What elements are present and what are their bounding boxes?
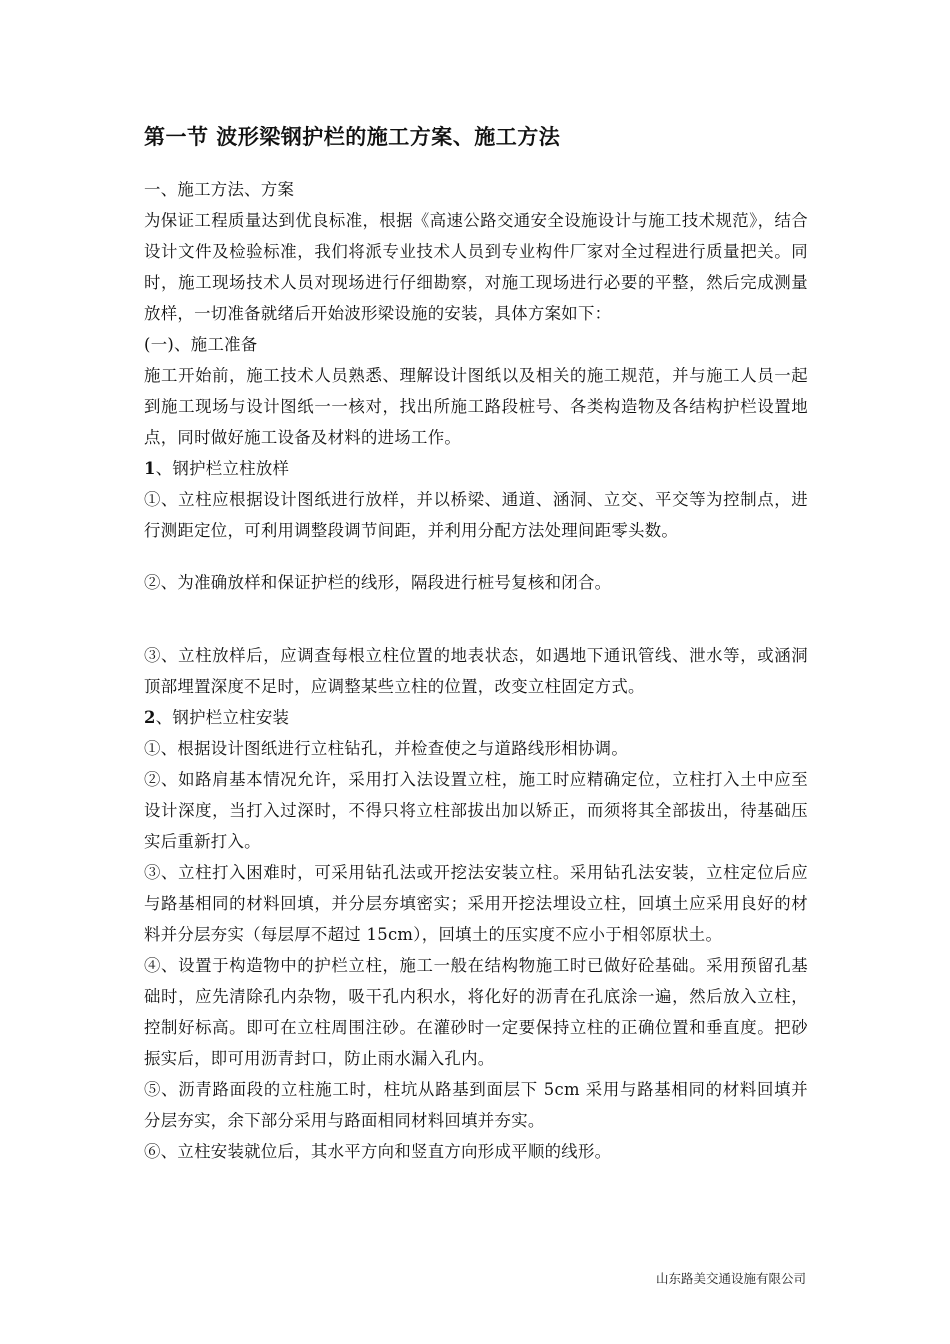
paragraph-post-install-1: ①、根据设计图纸进行立柱钻孔，并检查使之与道路线形相协调。: [144, 739, 629, 758]
heading-number: 1: [144, 459, 156, 478]
paragraph-post-install-3: ③、立柱打入困难时，可采用钻孔法或开挖法安装立柱。采用钻孔法安装，立柱定位后应与路基相同的材料回填，并分层夯填密实；采用开挖法埋设立柱，回填土应采用良好的材料并分层夯实（每层厚不超过 15cm），回填土的压实度不应小于相邻原状土。: [144, 863, 808, 944]
heading-construction-method: 一、施工方法、方案: [144, 180, 295, 199]
paragraph-post-layout-3: ③、立柱放样后，应调查每根立柱位置的地表状态，如遇地下通讯管线、泄水等，或涵洞顶部埋置深度不足时，应调整某些立柱的位置，改变立柱固定方式。: [144, 646, 808, 696]
spacer: [144, 598, 808, 640]
paragraph-post-install-4: ④、设置于构造物中的护栏立柱，施工一般在结构物施工时已做好砼基础。采用预留孔基础时，应先清除孔内杂物，吸干孔内积水，将化好的沥青在孔底涂一遍，然后放入立柱，控制好标高。即可在立柱周围注砂。在灌砂时一定要保持立柱的正确位置和垂直度。把砂振实后，即可用沥青封口，防止雨水漏入孔内。: [144, 956, 808, 1068]
heading-post-layout: [144, 453, 808, 484]
spacer: [144, 546, 808, 567]
paragraph-intro: 为保证工程质量达到优良标准，根据《高速公路交通安全设施设计与施工技术规范》，结合设计文件及检验标准，我们将派专业技术人员到专业构件厂家对全过程进行质量把关。同时，施工现场技术人员对现场进行仔细勘察，对施工现场进行必要的平整，然后完成测量放样，一切准备就绪后开始波形梁设施的安装，具体方案如下：: [144, 211, 808, 323]
paragraph-post-layout-1: ①、立柱应根据设计图纸进行放样，并以桥梁、通道、涵洞、立交、平交等为控制点，进行测距定位，可利用调整段调节间距，并利用分配方法处理间距零头数。: [144, 490, 808, 540]
paragraph-preparation: 施工开始前，施工技术人员熟悉、理解设计图纸以及相关的施工规范，并与施工人员一起到施工现场与设计图纸一一核对，找出所施工路段桩号、各类构造物及各结构护栏设置地点，同时做好施工设备及材料的进场工作。: [144, 366, 808, 447]
heading-text: 、钢护栏立柱放样: [155, 459, 290, 478]
heading-text: 、钢护栏立柱安装: [155, 708, 290, 727]
heading-number: 2: [144, 708, 156, 727]
heading-preparation: (一)、施工准备: [144, 335, 258, 354]
document-body: [144, 118, 808, 1167]
heading-post-install: [144, 702, 808, 733]
paragraph-post-install-2: ②、如路肩基本情况允许，采用打入法设置立柱，施工时应精确定位，立柱打入土中应至设计深度，当打入过深时，不得只将立柱部拔出加以矫正，而须将其全部拔出，待基础压实后重新打入。: [144, 770, 808, 851]
paragraph-post-layout-2: ②、为准确放样和保证护栏的线形，隔段进行桩号复核和闭合。: [144, 573, 612, 592]
footer-company-name: 山东路美交通设施有限公司: [655, 1271, 806, 1286]
paragraph-post-install-5: ⑤、沥青路面段的立柱施工时，柱坑从路基到面层下 5cm 采用与路基相同的材料回填并分层夯实，余下部分采用与路面相同材料回填并夯实。: [144, 1080, 808, 1130]
section-title: 第一节 波形梁钢护栏的施工方案、施工方法: [144, 125, 561, 149]
paragraph-post-install-6: ⑥、立柱安装就位后，其水平方向和竖直方向形成平顺的线形。: [144, 1142, 612, 1161]
